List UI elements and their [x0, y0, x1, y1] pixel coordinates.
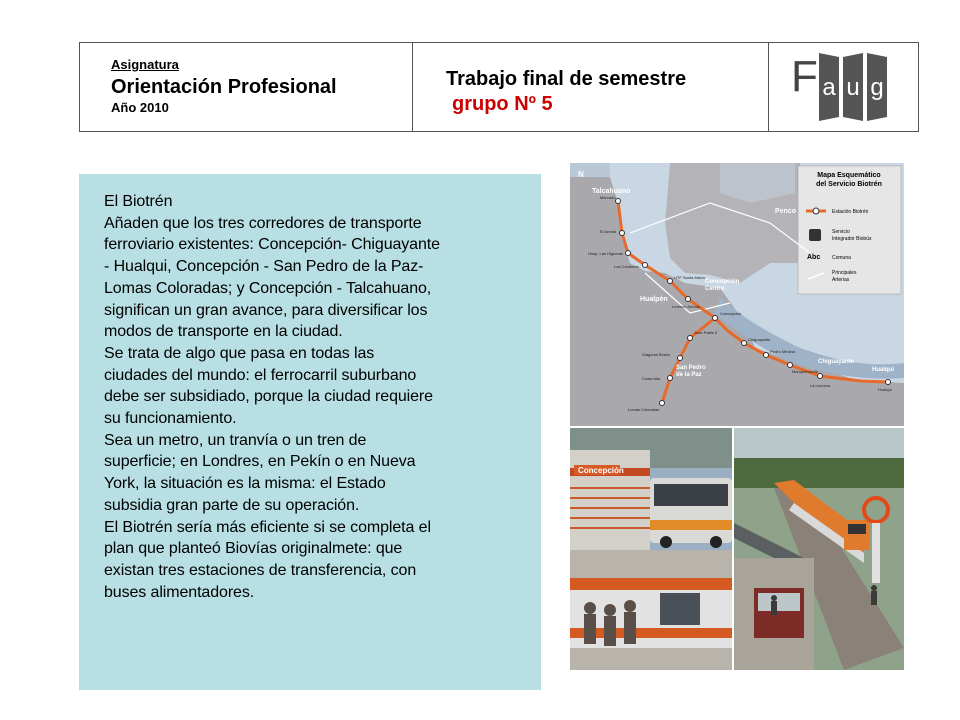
text-line: modos de transporte en la ciudad.: [104, 323, 343, 341]
map-station-higueras: Hosp. Las Higueras: [588, 251, 624, 256]
map-station-pedro-medina: Pedro Medina: [770, 349, 795, 354]
course-year: Año 2010: [111, 100, 169, 115]
station-photo-graphic: [570, 428, 732, 670]
map-station-hualqui: Hualqui: [878, 387, 892, 392]
text-line: York, la situación es la misma: el Estado: [104, 475, 386, 493]
text-line: - Hualqui, Concepción - San Pedro de la Paz-: [104, 258, 424, 276]
text-line: ferroviario existentes: Concepción- Chiguayante: [104, 236, 440, 254]
text-line: su funcionamiento.: [104, 410, 237, 428]
map-legend-integrator: Servicio: [832, 229, 850, 235]
map-graphic: [570, 163, 904, 426]
map-legend-comuna: Comuna: [832, 255, 851, 261]
title-cell: [413, 43, 769, 131]
course-name: Orientación Profesional: [111, 76, 337, 98]
map-comuna-hualpen: Hualpén: [640, 296, 668, 303]
map-station-manquimavida: Manquimávida: [792, 369, 819, 374]
text-line: plan que planteó Biovías originalmete: que: [104, 540, 403, 558]
map-comuna-san-pedro: San Pedro: [676, 365, 706, 371]
map-legend-integrator-2: Integrador Biobús: [832, 236, 872, 242]
map-legend-arterias: Principales: [832, 270, 857, 276]
text-line: subsidia gran parte de su operación.: [104, 496, 360, 514]
body-text: [104, 191, 505, 603]
map-station-lorenzo-arenas: Lorenzo Arenas: [672, 304, 701, 309]
map-comuna-centro: Centro: [705, 286, 725, 292]
map-station-lomas: Lomas Coloradas: [628, 407, 660, 412]
logo-cell: [769, 43, 918, 131]
map-station-leonera: La Leonera: [810, 383, 831, 388]
map-station-diagonal: Diagonal Biobío: [642, 352, 671, 357]
biotren-map: [570, 163, 904, 426]
text-line: existan tres estaciones de transferencia, con: [104, 561, 417, 579]
text-line: El Biotrén sería más eficiente si se completa el: [104, 518, 431, 536]
map-comuna-penco: Penco: [775, 208, 797, 215]
map-station-el-arenal: El Arenal: [600, 229, 617, 234]
group-label: grupo Nº 5: [452, 93, 553, 115]
logo-letter-g: g: [869, 74, 884, 101]
station-sign: Concepción: [578, 466, 624, 475]
map-legend-station: Estación Biotrén: [832, 209, 869, 215]
text-line: ciudades del mundo: el ferrocarril suburbano: [104, 366, 417, 384]
logo-letter-u: u: [845, 74, 860, 101]
text-line: buses alimentadores.: [104, 583, 255, 601]
map-station-condores: Los Cóndores: [614, 264, 639, 269]
text-line: Sea un metro, un tranvía o un tren de: [104, 431, 367, 449]
text-line: Añaden que los tres corredores de transporte: [104, 214, 422, 232]
train-photo: [734, 428, 904, 670]
text-heading: El Biotrén: [104, 193, 173, 210]
course-cell: [80, 43, 413, 131]
map-legend-arterias-2: Arterias: [832, 277, 850, 283]
text-panel: [79, 174, 541, 690]
map-comuna-hualqui: Hualqui: [872, 367, 894, 373]
map-station-utf: UTF Santa María: [674, 275, 705, 280]
text-line: Lomas Coloradas; y Concepción - Talcahuano,: [104, 279, 432, 297]
text-line: superficie; en Londres, en Pekín o en Nueva: [104, 453, 416, 471]
map-legend-subtitle: del Servicio Biotrén: [816, 181, 882, 188]
map-legend-comuna-sample: Abc: [807, 254, 821, 261]
map-comuna-talcahuano: Talcahuano: [592, 188, 631, 195]
text-line: Se trata de algo que pasa en todas las: [104, 344, 375, 362]
text-line: debe ser subsidiado, porque la ciudad requiere: [104, 388, 433, 406]
map-station-juan-pablo: Juan Pablo II: [694, 330, 718, 335]
map-station-concepcion: Concepción: [720, 311, 742, 316]
logo-letter-a: a: [821, 74, 836, 101]
map-comuna-concepcion: Concepción: [705, 279, 740, 285]
text-line: significan un gran avance, para diversificar los: [104, 301, 428, 319]
slide-header: [79, 42, 919, 132]
map-comuna-de-la-paz: de la Paz: [676, 372, 702, 378]
map-station-costa-mar: Costa Mar: [642, 376, 661, 381]
slide-title: Trabajo final de semestre: [446, 68, 687, 90]
map-comuna-chiguayante: Chiguayante: [818, 359, 855, 365]
map-station-chiguayante: Chiguayante: [748, 337, 771, 342]
faug-logo: [789, 47, 899, 127]
north-arrow-icon: N: [578, 170, 584, 179]
course-label: Asignatura: [111, 57, 179, 72]
train-photo-graphic: [734, 428, 904, 670]
map-legend-title: Mapa Esquemático: [817, 172, 881, 179]
map-station-mercado: Mercado: [600, 195, 616, 200]
station-photo: [570, 428, 732, 670]
logo-letter-f: F: [790, 52, 818, 101]
